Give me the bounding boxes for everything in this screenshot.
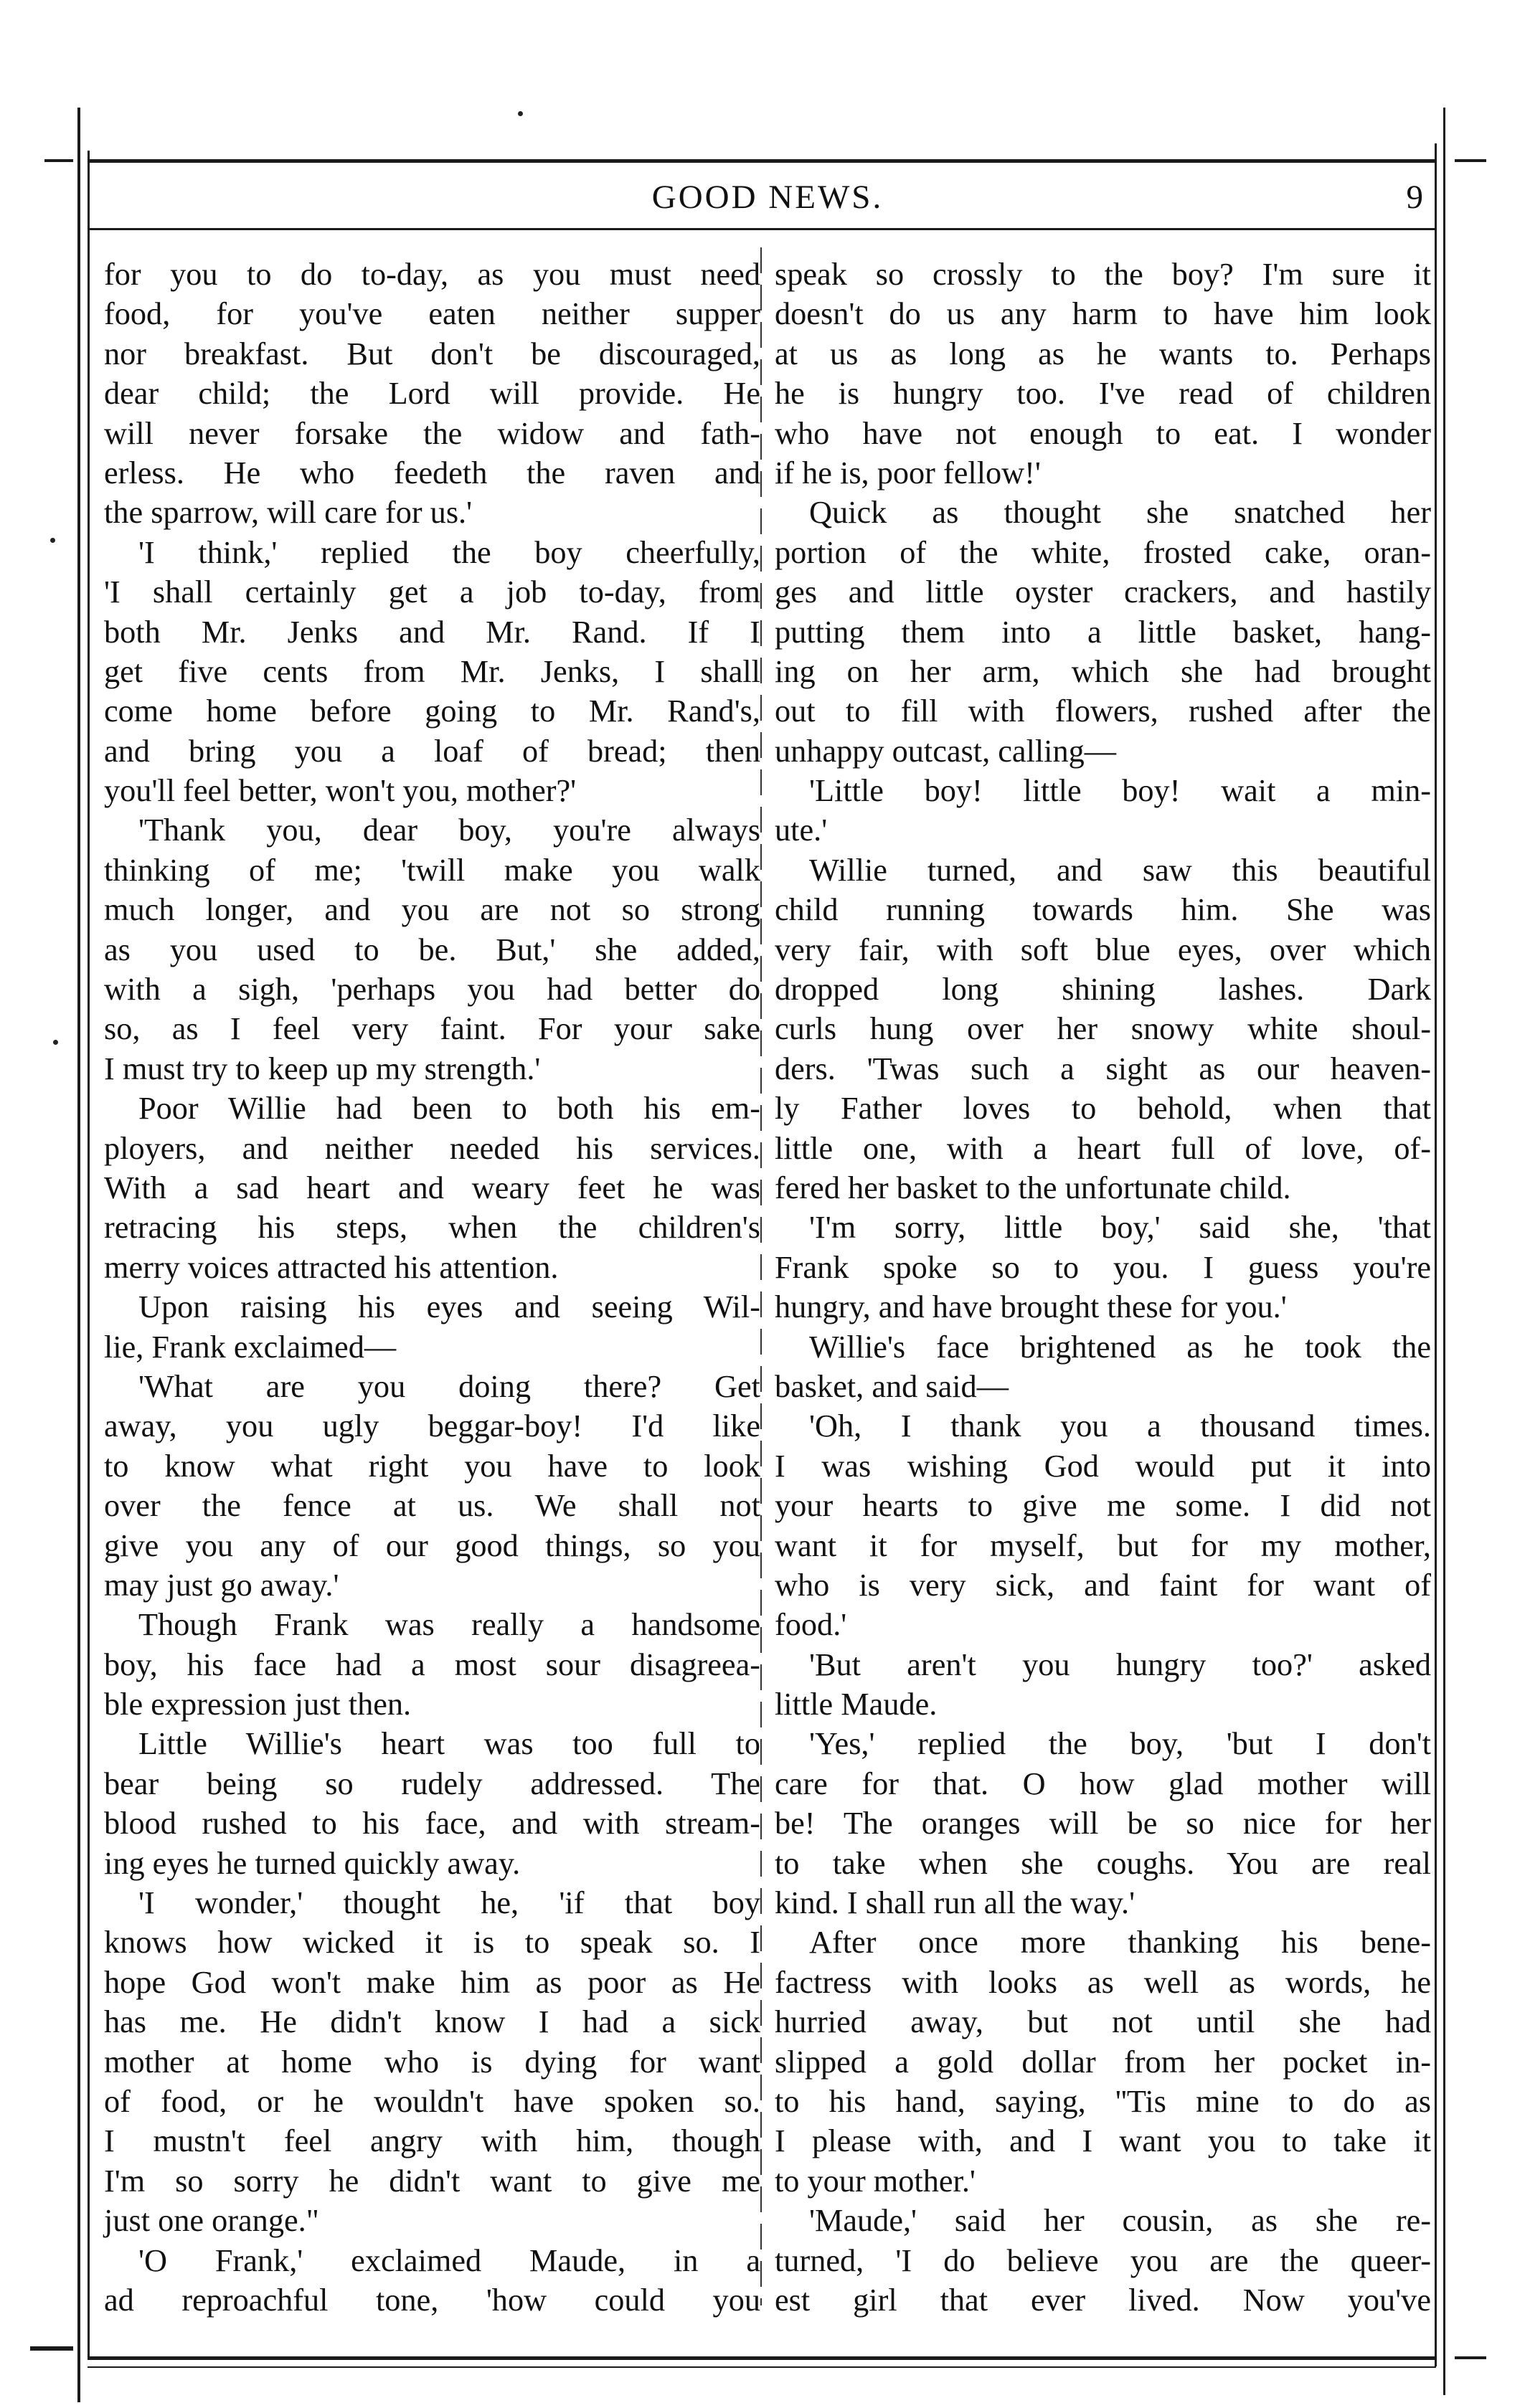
bottom-rule-thin: [88, 2366, 1436, 2368]
text-line: the sparrow, will care for us.': [104, 495, 473, 531]
text-line: Little Willie's heart was too full to: [138, 1726, 760, 1762]
right-outer-border: [1435, 143, 1437, 2366]
text-line: turned, 'I do believe you are the queer-: [775, 2242, 1431, 2278]
text-line: doesn't do us any harm to have him look: [775, 296, 1431, 332]
text-line: your hearts to give me some. I did not: [775, 1488, 1431, 1524]
text-line: I please with, and I want you to take it: [775, 2123, 1431, 2159]
text-line: just one orange.": [104, 2203, 319, 2239]
top-rule: [88, 159, 1436, 163]
text-line: ployers, and neither needed his services.: [104, 1130, 760, 1166]
text-line: 'Little boy! little boy! wait a min-: [809, 773, 1431, 809]
text-line: 'I wonder,' thought he, 'if that boy: [138, 1885, 760, 1921]
text-line: est girl that ever lived. Now you've: [775, 2282, 1431, 2318]
text-line: ing on her arm, which she had brought: [775, 653, 1431, 689]
text-line: give you any of our good things, so you: [104, 1527, 760, 1563]
left-inner-border: [88, 151, 90, 2359]
text-line: retracing his steps, when the children's: [104, 1210, 760, 1246]
text-line: factress with looks as well as words, he: [775, 1964, 1431, 2000]
text-line: who is very sick, and faint for want of: [775, 1567, 1431, 1603]
page-title: GOOD NEWS.: [651, 179, 884, 216]
text-line: 'O Frank,' exclaimed Maude, in a: [138, 2242, 760, 2278]
text-line: and bring you a loaf of bread; then: [104, 733, 760, 769]
text-line: ing eyes he turned quickly away.: [104, 1845, 521, 1881]
text-line: Quick as thought she snatched her: [809, 495, 1431, 531]
text-line: to his hand, saying, ''Tis mine to do as: [775, 2083, 1431, 2119]
text-line: with a sigh, 'perhaps you had better do: [104, 972, 760, 1008]
text-line: 'I think,' replied the boy cheerfully,: [138, 534, 760, 570]
right-inner-border: [1443, 108, 1445, 2395]
text-line: both Mr. Jenks and Mr. Rand. If I: [104, 614, 760, 650]
text-line: 'I shall certainly get a job to-day, from: [104, 574, 760, 610]
margin-tick: [44, 159, 73, 162]
text-line: food, for you've eaten neither supper: [104, 296, 760, 332]
text-line: 'But aren't you hungry too?' asked: [809, 1646, 1431, 1682]
text-line: fered her basket to the unfortunate child.: [775, 1170, 1291, 1205]
text-line: Willie's face brightened as he took the: [809, 1329, 1431, 1365]
text-line: putting them into a little basket, hang-: [775, 614, 1431, 650]
text-line: little Maude.: [775, 1687, 938, 1722]
running-head: [100, 174, 1435, 224]
text-line: at us as long as he wants to. Perhaps: [775, 336, 1431, 371]
text-line: I'm so sorry he didn't want to give me: [104, 2163, 760, 2199]
margin-tick: [30, 2346, 73, 2351]
text-line: slipped a gold dollar from her pocket in-: [775, 2044, 1431, 2080]
text-line: knows how wicked it is to speak so. I: [104, 1925, 760, 1961]
text-line: food.': [775, 1607, 847, 1643]
text-line: ders. 'Twas such a sight as our heaven-: [775, 1051, 1431, 1086]
right-text-column: [775, 255, 1431, 2320]
text-line: ly Father loves to behold, when that: [775, 1091, 1431, 1127]
text-line: basket, and said—: [775, 1368, 1009, 1404]
text-line: Though Frank was really a handsome: [138, 1607, 760, 1643]
text-line: Poor Willie had been to both his em-: [138, 1091, 760, 1127]
text-line: to take when she coughs. You are real: [775, 1845, 1431, 1881]
text-line: get five cents from Mr. Jenks, I shall: [104, 653, 760, 689]
bottom-rule: [88, 2356, 1436, 2360]
text-line: After once more thanking his bene-: [809, 1925, 1431, 1961]
page-number: 9: [1406, 179, 1423, 216]
text-line: 'Yes,' replied the boy, 'but I don't: [809, 1726, 1431, 1762]
text-line: dropped long shining lashes. Dark: [775, 972, 1431, 1008]
text-line: so, as I feel very faint. For your sake: [104, 1011, 760, 1047]
text-line: of food, or he wouldn't have spoken so.: [104, 2083, 760, 2119]
text-line: portion of the white, frosted cake, oran-: [775, 534, 1431, 570]
text-line: boy, his face had a most sour disagreea-: [104, 1646, 760, 1682]
text-line: lie, Frank exclaimed—: [104, 1329, 397, 1365]
text-line: hungry, and have brought these for you.': [775, 1289, 1287, 1325]
text-line: kind. I shall run all the way.': [775, 1885, 1136, 1921]
text-line: away, you ugly beggar-boy! I'd like: [104, 1408, 760, 1444]
text-line: mother at home who is dying for want: [104, 2044, 760, 2080]
text-line: hurried away, but not until she had: [775, 2004, 1431, 2040]
text-line: Frank spoke so to you. I guess you're: [775, 1249, 1431, 1285]
text-line: care for that. O how glad mother will: [775, 1765, 1431, 1801]
text-line: unhappy outcast, calling—: [775, 733, 1117, 769]
text-line: Upon raising his eyes and seeing Wil-: [138, 1289, 760, 1325]
text-line: erless. He who feedeth the raven and: [104, 455, 760, 490]
text-line: who have not enough to eat. I wonder: [775, 415, 1431, 451]
text-line: ad reproachful tone, 'how could you: [104, 2282, 760, 2318]
text-line: curls hung over her snowy white shoul-: [775, 1011, 1431, 1047]
text-line: merry voices attracted his attention.: [104, 1249, 559, 1285]
text-line: will never forsake the widow and fath-: [104, 415, 760, 451]
text-line: 'Maude,' said her cousin, as she re-: [809, 2203, 1431, 2239]
text-line: to know what right you have to look: [104, 1448, 760, 1484]
text-line: may just go away.': [104, 1567, 339, 1603]
margin-tick: [1455, 2356, 1486, 2359]
print-speck: [518, 111, 523, 116]
text-line: to your mother.': [775, 2163, 976, 2199]
text-line: want it for myself, but for my mother,: [775, 1527, 1431, 1563]
text-line: over the fence at us. We shall not: [104, 1488, 760, 1524]
text-line: as you used to be. But,' she added,: [104, 932, 760, 967]
text-line: he is hungry too. I've read of children: [775, 376, 1431, 412]
text-line: you'll feel better, won't you, mother?': [104, 773, 577, 809]
text-line: has me. He didn't know I had a sick: [104, 2004, 760, 2040]
text-line: very fair, with soft blue eyes, over which: [775, 932, 1431, 967]
text-line: bear being so rudely addressed. The: [104, 1765, 760, 1801]
text-line: ges and little oyster crackers, and hastily: [775, 574, 1431, 610]
text-line: blood rushed to his face, and with stream-: [104, 1806, 760, 1841]
text-line: dear child; the Lord will provide. He: [104, 376, 760, 412]
text-line: I mustn't feel angry with him, though: [104, 2123, 760, 2159]
text-line: for you to do to-day, as you must need: [104, 257, 760, 292]
text-line: thinking of me; 'twill make you walk: [104, 852, 760, 888]
text-line: I was wishing God would put it into: [775, 1448, 1431, 1484]
text-line: child running towards him. She was: [775, 892, 1431, 928]
text-line: speak so crossly to the boy? I'm sure it: [775, 257, 1431, 292]
column-divider: [760, 247, 762, 2305]
text-line: hope God won't make him as poor as He: [104, 1964, 760, 2000]
text-line: much longer, and you are not so strong: [104, 892, 760, 928]
text-line: nor breakfast. But don't be discouraged,: [104, 336, 760, 371]
text-line: little one, with a heart full of love, of-: [775, 1130, 1431, 1166]
text-line: ute.': [775, 812, 828, 848]
text-line: come home before going to Mr. Rand's,: [104, 693, 760, 729]
print-speck: [50, 538, 55, 543]
text-line: I must try to keep up my strength.': [104, 1051, 541, 1086]
left-outer-border: [77, 108, 80, 2402]
left-text-column: [104, 255, 760, 2320]
text-line: if he is, poor fellow!': [775, 455, 1041, 490]
text-line: 'I'm sorry, little boy,' said she, 'that: [809, 1210, 1431, 1246]
text-line: 'What are you doing there? Get: [138, 1368, 760, 1404]
text-line: With a sad heart and weary feet he was: [104, 1170, 760, 1205]
text-line: ble expression just then.: [104, 1687, 412, 1722]
text-line: be! The oranges will be so nice for her: [775, 1806, 1431, 1841]
print-speck: [53, 1040, 58, 1045]
text-line: 'Oh, I thank you a thousand times.: [809, 1408, 1431, 1444]
text-line: out to fill with flowers, rushed after the: [775, 693, 1431, 729]
header-rule: [88, 228, 1436, 230]
text-line: Willie turned, and saw this beautiful: [809, 852, 1431, 888]
margin-tick: [1455, 159, 1486, 162]
text-line: 'Thank you, dear boy, you're always: [138, 812, 760, 848]
